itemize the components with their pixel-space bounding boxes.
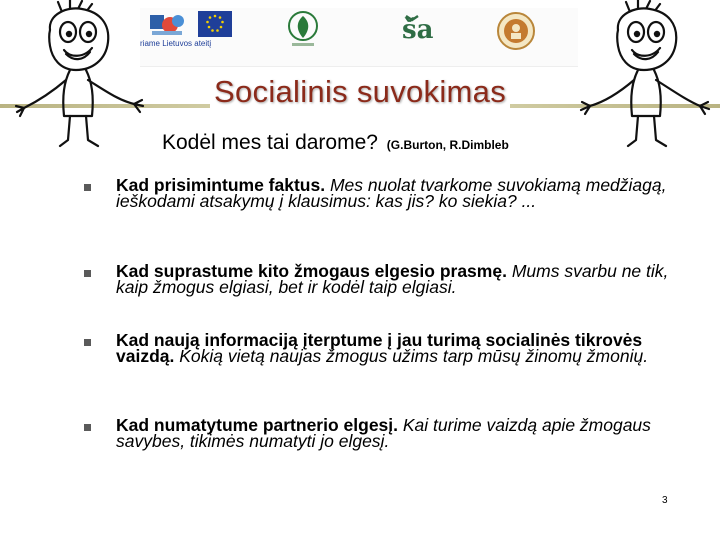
bullet-marker-icon (84, 270, 91, 277)
slide-title: Socialinis suvokimas (0, 74, 720, 110)
bullet-text: Kad prisimintume faktus. Mes nuolat tvarkome suvokiamą medžiagą, ieškodami atsakymų į klausimus: kas jis? ko siekia? ... (116, 175, 667, 211)
subtitle-text: Kodėl mes tai darome? (162, 131, 378, 154)
bullet-text: Kad suprastume kito žmogaus elgesio prasmę. Mums svarbu ne tik, kaip žmogus elgiasi, bet ir kodėl taip elgiasi. (116, 261, 669, 297)
bullet-marker-icon (84, 424, 91, 431)
eu-flag-icon (198, 11, 232, 37)
subtitle-authors: (G.Burton, R.Dimbleb (386, 138, 509, 152)
sa-logo-icon (400, 12, 436, 46)
round-seal-icon (496, 9, 536, 53)
bullet-text: Kad numatytume partnerio elgesį. Kai turime vaizdą apie žmogaus savybes, tikimės numatyti jo elgesį. (116, 415, 651, 451)
bullet-text: Kad naują informaciją įterptume į jau turimą socialinės tikrovės vaizdą. Kokią vietą naujas žmogus užims tarp mūsų žinomų žmonių. (116, 330, 649, 366)
green-emblem-icon (286, 10, 320, 50)
esf-logo-icon (148, 11, 188, 41)
bullet-marker-icon (84, 339, 91, 346)
logo-banner (140, 8, 578, 67)
bullet-marker-icon (84, 184, 91, 191)
page-number: 3 (662, 495, 668, 506)
eu-caption: riame Lietuvos ateitį (140, 39, 212, 48)
svg-text:ša: ša (402, 15, 434, 45)
slide-subtitle (162, 131, 509, 155)
